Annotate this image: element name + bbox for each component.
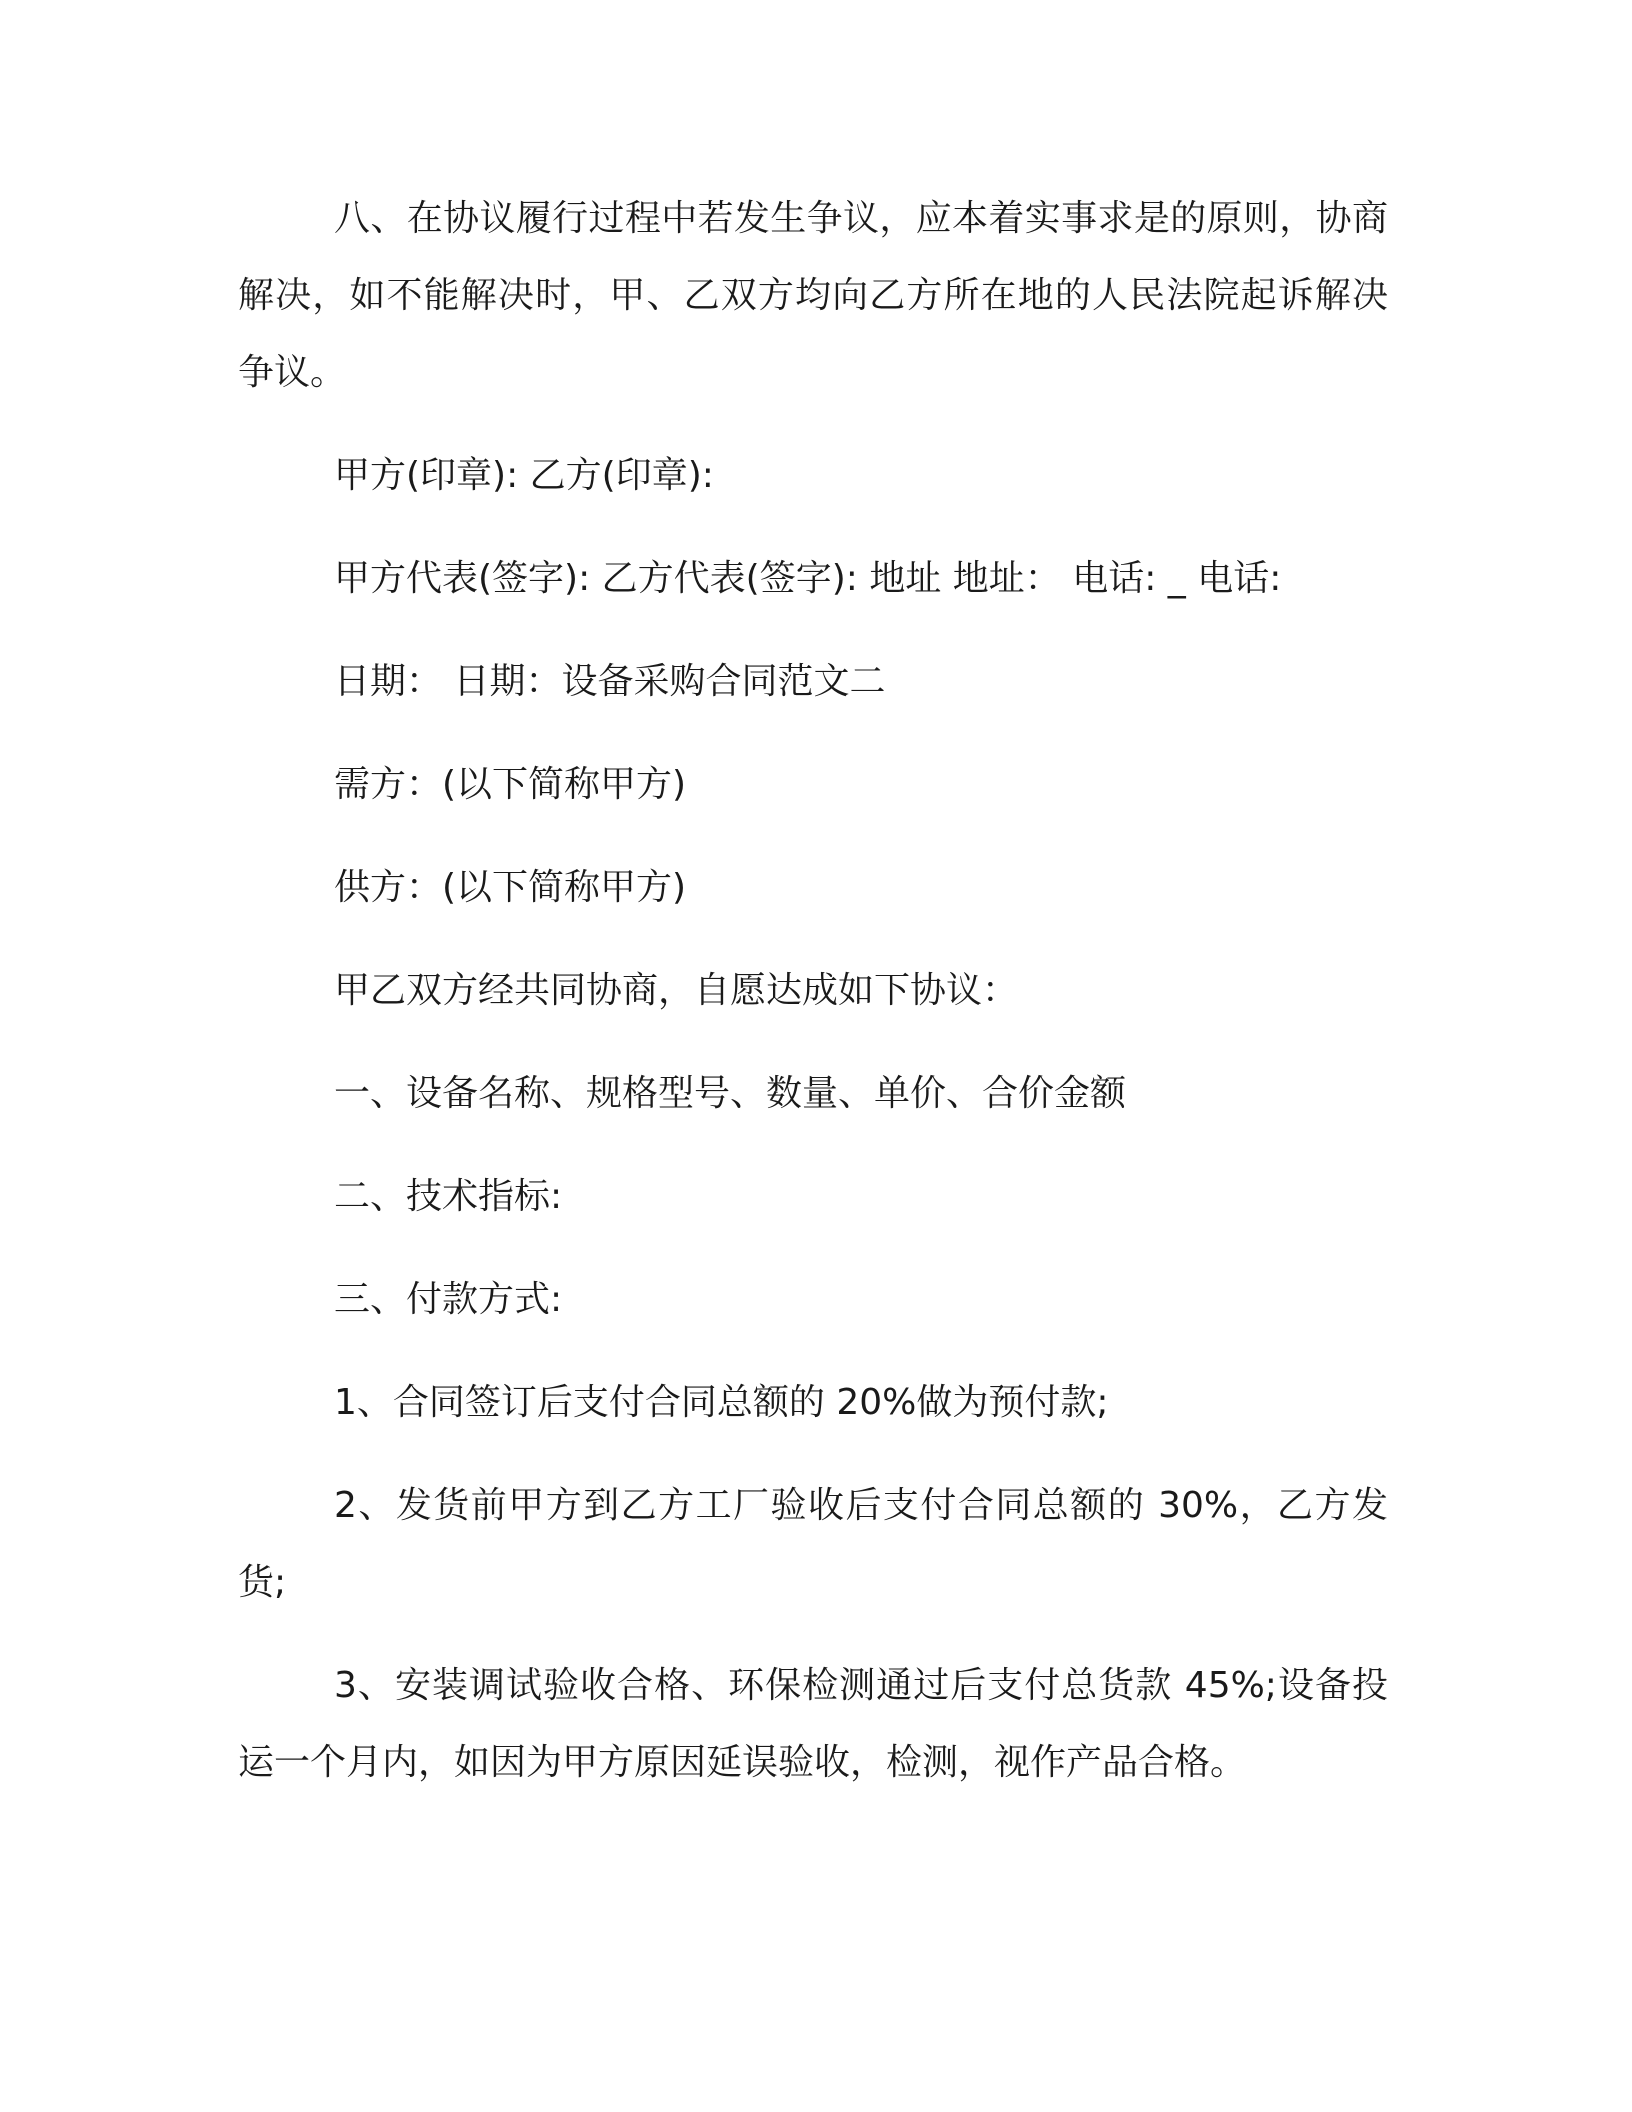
paragraph-seals: 甲方(印章): 乙方(印章):: [334, 455, 714, 496]
paragraph-payment-1: 1、合同签订后支付合同总额的 20%做为预付款;: [334, 1382, 1109, 1423]
paragraph-dispute-resolution: 八、在协议履行过程中若发生争议，应本着实事求是的原则，协商解决，如不能解决时，甲、乙双方均向乙方所在地的人民法院起诉解决争议。: [238, 198, 1388, 393]
paragraph-payment-2: 2、发货前甲方到乙方工厂验收后支付合同总额的 30%，乙方发货;: [238, 1485, 1388, 1603]
paragraph-section-three: 三、付款方式:: [334, 1279, 563, 1320]
paragraph-agreement-intro: 甲乙双方经共同协商，自愿达成如下协议：: [334, 970, 1019, 1011]
paragraph-section-two: 二、技术指标:: [334, 1176, 563, 1217]
paragraph-payment-3: 3、安装调试验收合格、环保检测通过后支付总货款 45%;设备投运一个月内，如因为甲方原因延误验收，检测，视作产品合格。: [238, 1665, 1388, 1783]
paragraph-dates-title: 日期： 日期：设备采购合同范文二: [334, 661, 886, 702]
paragraph-buyer: 需方：(以下简称甲方): [334, 764, 687, 805]
document-body: [238, 180, 1388, 1827]
paragraph-section-one: 一、设备名称、规格型号、数量、单价、合价金额: [334, 1073, 1127, 1114]
paragraph-representatives: 甲方代表(签字): 乙方代表(签字): 地址 地址： 电话: _ 电话:: [334, 558, 1282, 599]
paragraph-supplier: 供方：(以下简称甲方): [334, 867, 687, 908]
